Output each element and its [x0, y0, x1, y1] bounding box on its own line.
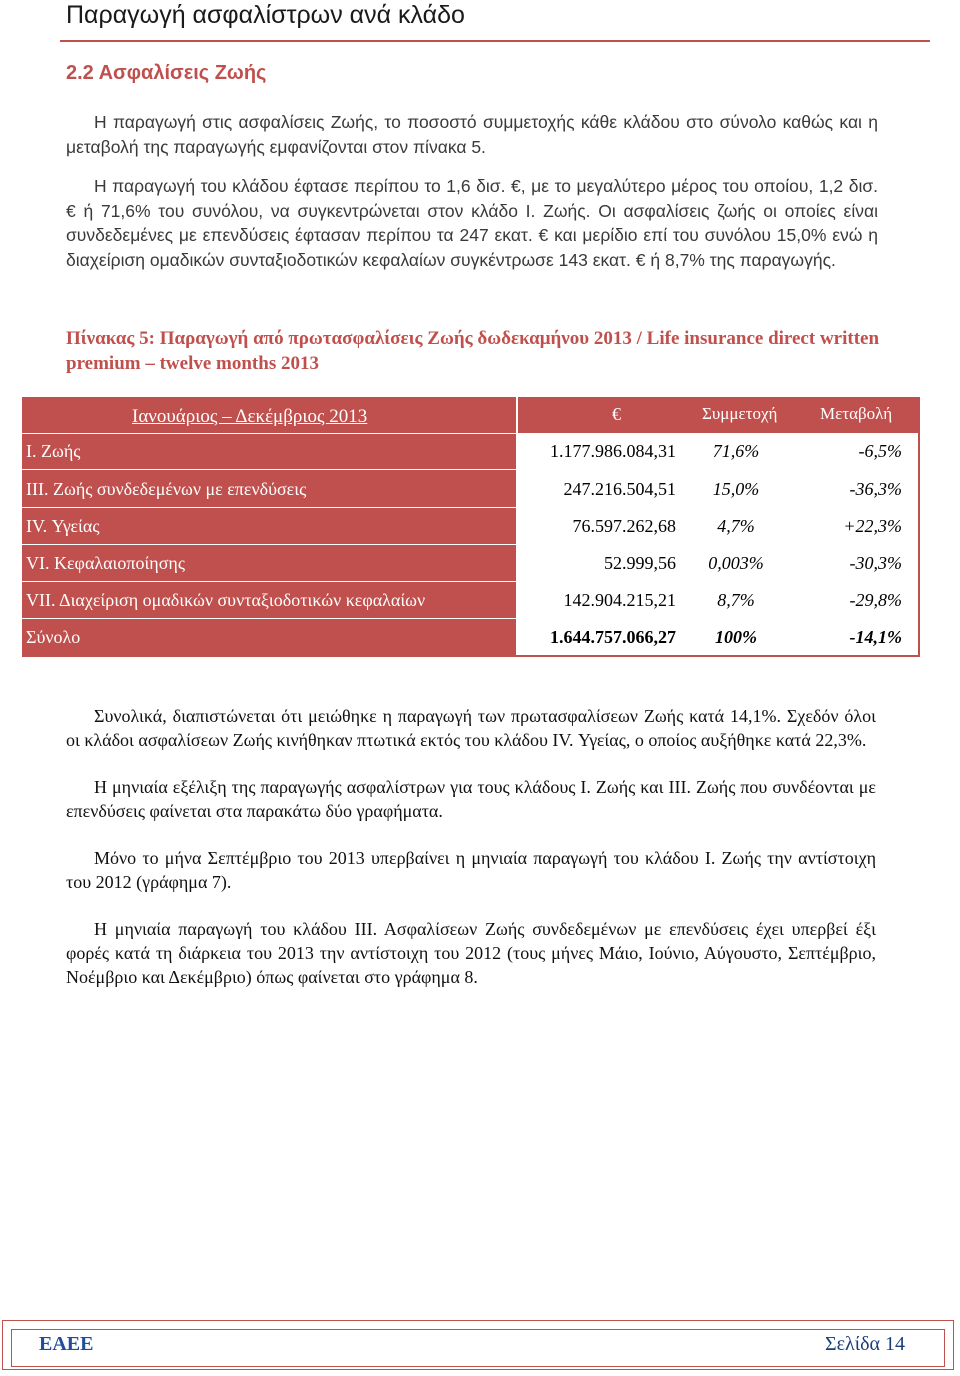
footer-frame [11, 1329, 945, 1367]
table-header-period: Ιανουάριος – Δεκέμβριος 2013 [132, 406, 368, 427]
row-line [22, 433, 516, 434]
header-separator [516, 397, 518, 433]
row-line [22, 507, 516, 508]
row-line [22, 544, 516, 545]
table-row-name: Ι. Ζωής [26, 441, 81, 461]
table-row-change: +22,3% [843, 516, 902, 536]
body-paragraph-3: Μόνο το μήνα Σεπτέμβριο του 2013 υπερβαίνει η μηνιαία παραγωγή του κλάδου Ι. Ζωής την αντίστοιχη του 2012 (γράφημα 7). [66, 848, 876, 892]
header-divider [60, 40, 930, 42]
table-header-share: Συμμετοχή [702, 404, 778, 423]
table-row-amount: 142.904.215,21 [563, 590, 676, 610]
table-row-change: -29,8% [849, 590, 902, 610]
table-row-name: VΙ. Κεφαλαιοποίησης [26, 553, 185, 573]
intro-paragraphs [66, 110, 878, 272]
table-total-amount: 1.644.757.066,27 [550, 627, 676, 647]
footer-org: ΕΑΕΕ [39, 1333, 94, 1355]
table-row-change: -30,3% [849, 553, 902, 573]
row-line [22, 618, 516, 619]
table-total-change: -14,1% [849, 627, 902, 647]
table-row-amount: 1.177.986.084,31 [550, 441, 676, 461]
table-row-share: 4,7% [717, 516, 755, 536]
table-row-share: 8,7% [717, 590, 755, 610]
production-table [22, 397, 920, 657]
intro-paragraph-1: Η παραγωγή στις ασφαλίσεις Ζωής, το ποσοστό συμμετοχής κάθε κλάδου στο σύνολο καθώς και η μεταβολή της παραγωγής εμφανίζονται στον πίνακα 5. [66, 112, 878, 157]
page-footer [2, 1320, 954, 1370]
table-row-amount: 247.216.504,51 [563, 479, 676, 499]
table-header-change: Μεταβολή [820, 404, 893, 423]
table-row-name: VΙΙ. Διαχείριση ομαδικών συνταξιοδοτικών κεφαλαίων [26, 590, 426, 610]
table-row-name: ΙV. Υγείας [26, 516, 100, 536]
table-header-currency: € [612, 404, 621, 424]
table-row-change: -36,3% [849, 479, 902, 499]
body-paragraph-2: Η μηνιαία εξέλιξη της παραγωγής ασφαλίστρων για τους κλάδους Ι. Ζωής και ΙΙΙ. Ζωής που συνδέονται με επενδύσεις φαίνεται στα παρακάτω δύο γραφήματα. [66, 777, 876, 821]
row-line [22, 581, 516, 582]
body-paragraph-1: Συνολικά, διαπιστώνεται ότι μειώθηκε η παραγωγή των πρωτασφαλίσεων Ζωής κατά 14,1%. Σχεδόν όλοι οι κλάδοι ασφαλίσεων Ζωής κινήθηκαν πτωτικά εκτός του κλάδου IV. Υγείας, ο οποίος αυξήθηκε κατά 22,3%. [66, 706, 876, 750]
table-row-amount: 52.999,56 [604, 553, 676, 573]
row-line [22, 469, 516, 470]
table-row-name: ΙΙΙ. Ζωής συνδεδεμένων με επενδύσεις [26, 479, 307, 499]
table-total-name: Σύνολο [26, 627, 81, 647]
body-paragraph-4: Η μηνιαία παραγωγή του κλάδου ΙΙΙ. Ασφαλίσεων Ζωής συνδεδεμένων με επενδύσεις έχει υπερβεί έξι φορές κατά τη διάρκεια του 2013 την αντίστοιχη του 2012 (τους μήνες Μάιο, Ιούνιο, Αύγουστο, Σεπτέμβριο, Νοέμβριο και Δεκέμβριο) όπως φαίνεται στο γράφημα 8. [66, 919, 876, 987]
page-header-title: Παραγωγή ασφαλίστρων ανά κλάδο [66, 1, 465, 29]
values-panel [516, 433, 918, 655]
footer-page-number: Σελίδα 14 [824, 1333, 905, 1355]
body-paragraphs [66, 704, 876, 989]
table-row-amount: 76.597.262,68 [572, 516, 676, 536]
table-row-share: 15,0% [712, 479, 760, 499]
table-row-share: 0,003% [708, 553, 764, 573]
table-total-share: 100% [715, 627, 757, 647]
table-row-share: 71,6% [712, 441, 760, 461]
table-caption: Πίνακας 5: Παραγωγή από πρωτασφαλίσεις Ζωής δωδεκαμήνου 2013 / Life insurance direct written premium – twelve months 2013 [66, 328, 880, 374]
section-title: 2.2 Ασφαλίσεις Ζωής [66, 62, 267, 84]
intro-paragraph-2: Η παραγωγή του κλάδου έφτασε περίπου το 1,6 δισ. €, με το μεγαλύτερο μέρος του οποίου, 1,2 δισ. € ή 71,6% του συνόλου, να συγκεντρώνεται στον κλάδο Ι. Ζωής. Οι ασφαλίσεις ζωής οι οποίες είναι συνδεδεμένες με επενδύσεις έφτασαν περίπου τα 247 εκατ. € και μερίδιο επί του συνόλου 15,0% ενώ η διαχείριση ομαδικών συνταξιοδοτικών κεφαλαίων συγκέντρωσε 143 εκατ. € ή 8,7% της παραγωγής. [66, 176, 878, 270]
table-row-change: -6,5% [858, 441, 902, 461]
